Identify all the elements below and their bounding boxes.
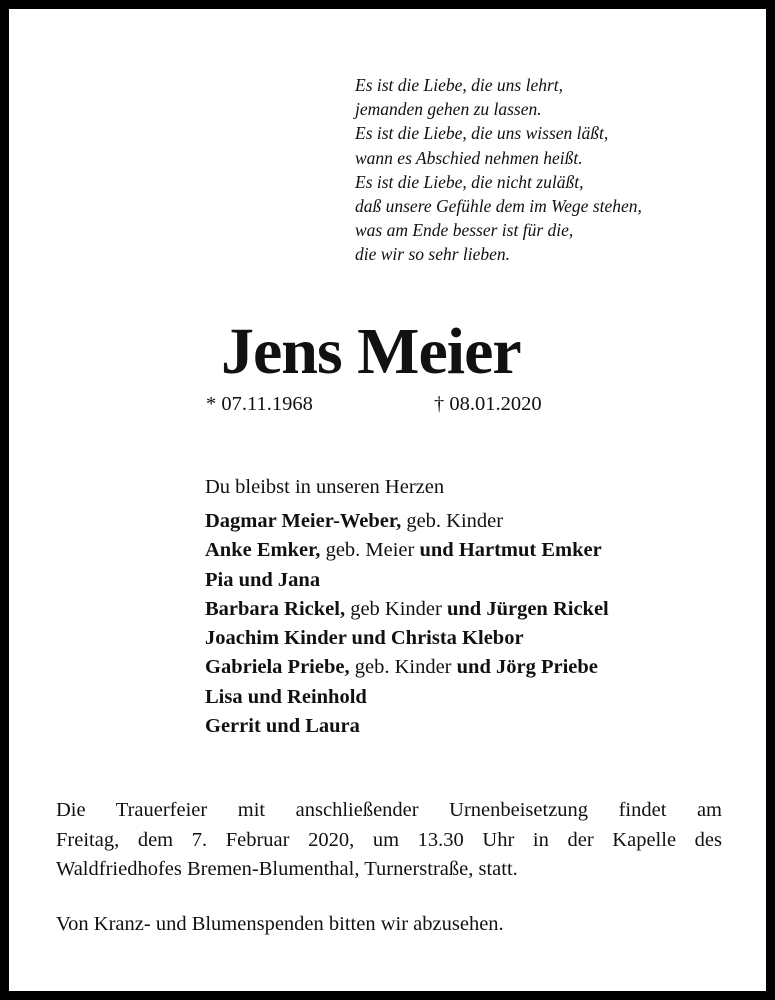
mourner-name: Pia und Jana — [205, 568, 321, 591]
mourner-note: geb. Kinder — [401, 510, 504, 532]
flowers-note: Von Kranz- und Blumenspenden bitten wir abzusehen. — [56, 913, 504, 935]
mourner-name: Dagmar Meier-Weber, — [205, 510, 402, 532]
mourner-note: geb. Kinder — [349, 656, 457, 679]
birth-date: * 07.11.1968 — [206, 393, 313, 415]
poem-line: die wir so sehr lieben. — [355, 244, 511, 265]
mourner-partner: und Hartmut Emker — [419, 539, 602, 562]
poem-line: Es ist die Liebe, die uns lehrt, — [355, 75, 564, 95]
funeral-line: Freitag, dem 7. Februar 2020, um 13.30 Uhr in der Kapelle des — [56, 828, 722, 851]
mourner-name: Gabriela Priebe, — [205, 656, 350, 679]
mourner-line — [205, 566, 609, 595]
mourner-name: Joachim Kinder und Christa Klebor — [205, 627, 524, 650]
poem-line: jemanden gehen zu lassen. — [355, 99, 542, 120]
poem-line: daß unsere Gefühle dem im Wege stehen, — [355, 196, 642, 217]
mourner-name: Barbara Rickel, — [205, 597, 346, 620]
mourner-name: Gerrit und Laura — [205, 715, 360, 738]
mourner-partner: und Jörg Priebe — [456, 656, 598, 679]
mourner-line — [205, 712, 609, 741]
poem-line: was am Ende besser ist für die, — [355, 220, 574, 241]
mourner-name: Anke Emker, — [205, 539, 321, 562]
poem-line: Es ist die Liebe, die uns wissen läßt, — [355, 123, 609, 144]
mourner-line — [205, 683, 609, 712]
obituary-notice — [9, 9, 766, 991]
motto: Du bleibst in unseren Herzen — [205, 476, 445, 498]
death-date: † 08.01.2020 — [434, 393, 542, 415]
poem — [355, 73, 642, 267]
funeral-line: Die Trauerfeier mit anschließender Urnenbeisetzung findet am — [56, 799, 722, 821]
mourner-line — [205, 595, 609, 624]
mourner-note: geb. Meier — [320, 539, 420, 562]
deceased-name: Jens Meier — [221, 315, 521, 388]
mourner-line — [205, 507, 609, 536]
mourner-partner: und Jürgen Rickel — [446, 597, 609, 620]
mourners-list — [205, 507, 609, 741]
funeral-info — [56, 796, 722, 885]
mourner-name: Lisa und Reinhold — [205, 685, 367, 708]
mourner-line — [205, 653, 609, 682]
funeral-line: Waldfriedhofes Bremen-Blumenthal, Turnerstraße, statt. — [56, 858, 518, 880]
mourner-line — [205, 624, 609, 653]
poem-line: Es ist die Liebe, die nicht zuläßt, — [355, 171, 584, 192]
poem-line: wann es Abschied nehmen heißt. — [355, 147, 583, 168]
mourner-line — [205, 536, 609, 565]
mourner-note: geb Kinder — [345, 597, 447, 620]
